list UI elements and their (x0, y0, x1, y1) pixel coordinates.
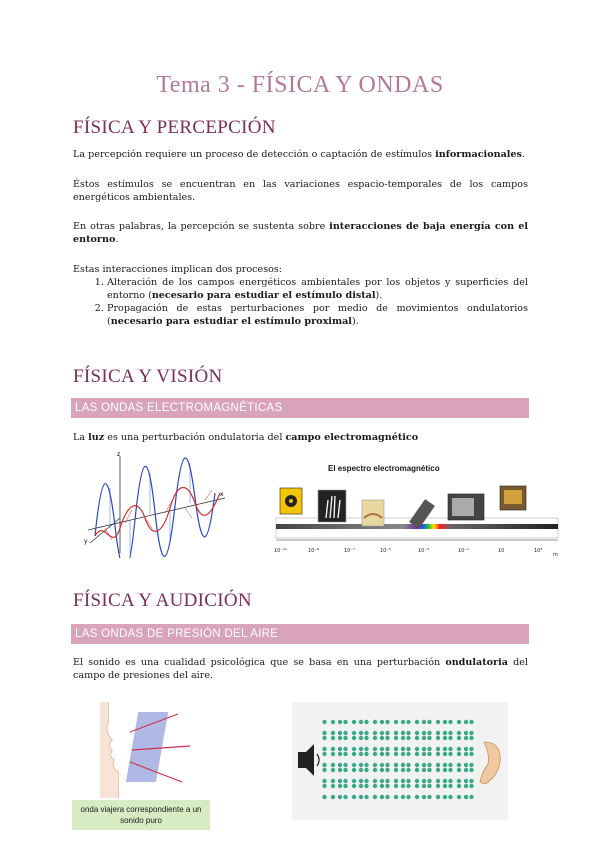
face-sound-wave-figure (100, 702, 210, 798)
page-title: Tema 3 - FÍSICA Y ONDAS (156, 72, 444, 98)
paragraph-luz: La luz es una perturbación ondulatoria del campo electromagnético (73, 432, 419, 443)
heading-fisica-percepcion: FÍSICA Y PERCEPCIÓN (73, 117, 276, 138)
paragraph-procesos: Estas interacciones implican dos procesos: 1. Alteración de los campos energéticos ambientales por los objetos y superficies del entorno (necesario para estudiar el estímulo distal). 2. Propagación de estas perturbaciones por medio de movimientos ondulatorios (necesario para estudiar el estímulo proximal). (73, 263, 528, 328)
paragraph-interacciones: En otras palabras, la percepción se sustenta sobre interacciones de baja energía con el entorno. (73, 221, 528, 245)
svg-text:y: y (84, 538, 88, 545)
list-item: 2. Propagación de estas perturbaciones por medio de movimientos ondulatorios (necesario para estudiar el estímulo proximal). (107, 302, 528, 328)
speaker-icon (298, 752, 306, 768)
spectrum-tick: 10⁻¹ (458, 548, 470, 554)
spectrum-unit: m (553, 552, 558, 558)
svg-text:x: x (220, 491, 224, 498)
spectrum-figure (268, 460, 568, 560)
electromagnetic-wave-figure (80, 448, 230, 558)
spectrum-title: El espectro electromagnético (328, 464, 440, 473)
figure-caption: onda viajera correspondiente a un sonido puro (72, 800, 210, 830)
xray-hand-icon (318, 490, 346, 522)
svg-text:z: z (117, 451, 121, 458)
spectrum-tick: 10⁻⁷ (344, 548, 356, 554)
spectrum-tick: 10 (498, 548, 505, 554)
spectrum-tick: 10³ (534, 548, 543, 554)
spectrum-tick: 10⁻⁹ (308, 548, 320, 554)
heading-fisica-audicion: FÍSICA Y AUDICIÓN (73, 590, 252, 611)
paragraph-percepcion: La percepción requiere un proceso de detección o captación de estímulos informacionales. (73, 149, 525, 160)
band-ondas-electromagneticas: LAS ONDAS ELECTROMAGNÉTICAS (71, 398, 529, 418)
paragraph-sonido: El sonido es una cualidad psicológica que se basa en una perturbación ondulatoria del campo de presiones del aire. (73, 657, 528, 681)
paragraph-estimulos: Éstos estímulos se encuentran en las variaciones espacio-temporales de los campos energéticos ambientales. (73, 179, 528, 203)
ear-icon (480, 742, 500, 784)
spectrum-tick: 10⁻⁵ (380, 548, 392, 554)
spectrum-tick: 10⁻³ (418, 548, 430, 554)
spectrum-tick: 10⁻¹¹ (274, 548, 288, 554)
heading-fisica-vision: FÍSICA Y VISIÓN (73, 366, 223, 387)
air-pressure-figure (292, 702, 508, 820)
list-item: 1. Alteración de los campos energéticos ambientales por los objetos y superficies del entorno (necesario para estudiar el estímulo distal). (107, 276, 528, 302)
process-list (73, 276, 528, 328)
band-ondas-presion-aire: LAS ONDAS DE PRESIÓN DEL AIRE (71, 624, 529, 644)
